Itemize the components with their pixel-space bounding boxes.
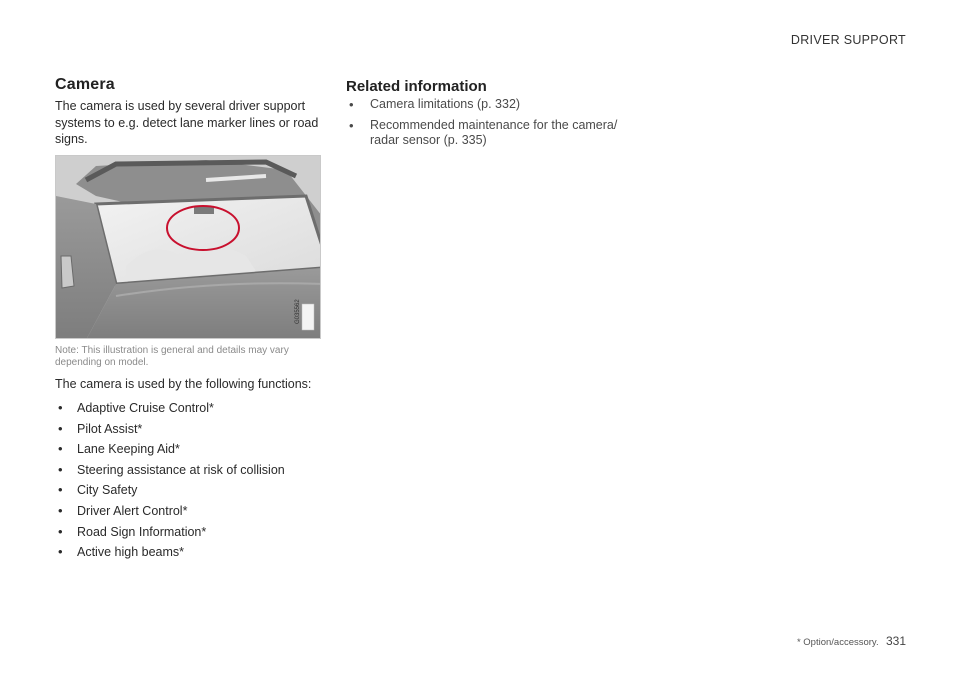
- camera-intro: The camera is used by several driver support systems to e.g. detect lane marker lines or road signs.: [55, 99, 319, 146]
- car-windshield-graphic: [56, 156, 321, 339]
- page-number: 331: [885, 634, 906, 648]
- bullet-icon: •: [58, 523, 63, 539]
- bullet-icon: •: [58, 482, 63, 498]
- list-item: • Active high beams*: [58, 544, 185, 560]
- page-footer: [797, 634, 906, 648]
- bullet-icon: •: [58, 400, 63, 415]
- bullet-icon: •: [349, 117, 354, 133]
- bullet-icon: •: [58, 461, 63, 477]
- footnote: * Option/accessory.: [796, 637, 879, 648]
- figure-caption: Note: This illustration is general and details may vary depending on model.: [55, 345, 289, 368]
- camera-section: [55, 76, 323, 148]
- camera-title: Camera: [55, 76, 115, 93]
- bullet-icon: •: [58, 420, 63, 436]
- functions-list: [55, 400, 323, 565]
- windshield-illustration: [55, 155, 321, 339]
- list-item: • Lane Keeping Aid*: [58, 441, 180, 457]
- related-section: [346, 78, 621, 154]
- functions-intro: The camera is used by the following functions:: [55, 377, 312, 391]
- related-list: [346, 97, 621, 149]
- list-item: • City Safety: [58, 482, 138, 498]
- bullet-icon: •: [349, 97, 354, 112]
- list-item: • Road Sign Information*: [58, 523, 207, 539]
- list-item: • Adaptive Cruise Control*: [58, 400, 214, 415]
- bullet-icon: •: [58, 502, 63, 518]
- related-link-maintenance[interactable]: • Recommended maintenance for the camera/ radar sensor (p. 335): [349, 117, 618, 147]
- list-item: • Pilot Assist*: [58, 420, 143, 436]
- related-title: Related information: [346, 78, 487, 95]
- related-link-camera-limitations[interactable]: • Camera limitations (p. 332): [349, 97, 521, 112]
- list-item: • Steering assistance at risk of collision: [58, 461, 285, 477]
- bullet-icon: •: [58, 544, 63, 560]
- bullet-icon: •: [58, 441, 63, 457]
- section-header: DRIVER SUPPORT: [790, 33, 906, 47]
- figure-code: G035562: [295, 299, 301, 324]
- list-item: • Driver Alert Control*: [58, 502, 188, 518]
